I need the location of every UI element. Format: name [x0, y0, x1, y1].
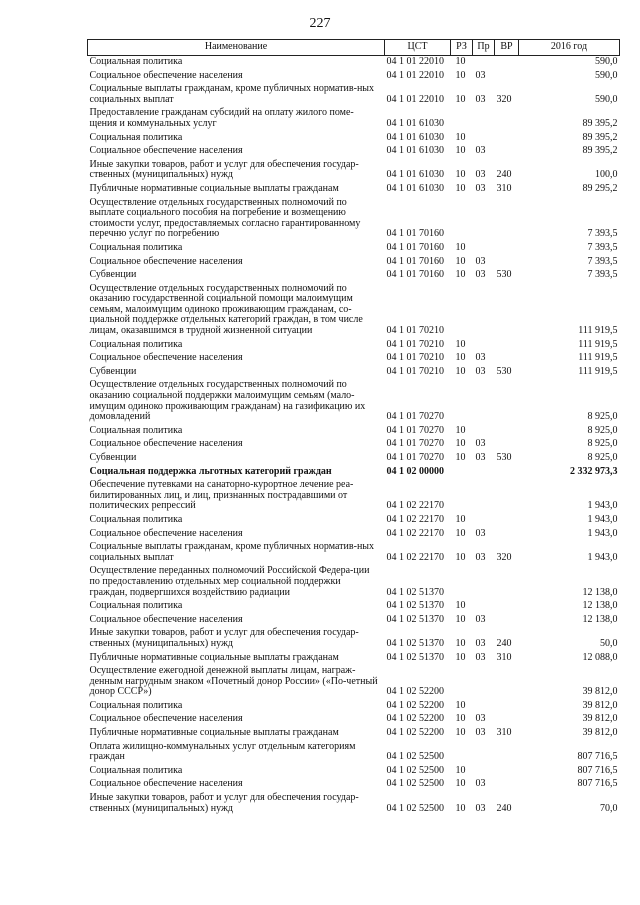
cell-cst: 04 1 01 22010 [386, 69, 444, 81]
cell-name: Субвенции [89, 269, 137, 281]
cell-name: Социальная поддержка льготных категорий граждан [89, 465, 332, 477]
cell-cst: 04 1 02 52500 [386, 802, 444, 814]
cell-cst: 04 1 02 22170 [386, 513, 444, 525]
cell-cst: 04 1 02 51370 [386, 613, 444, 625]
cell-pr: 03 [475, 182, 486, 194]
cell-name: Социальные выплаты гражданам, кроме публичных норматив-ных социальных выплат [89, 541, 375, 563]
cell-vr [495, 197, 519, 242]
cell-vr [495, 466, 519, 480]
budget-table [87, 39, 620, 816]
cell-vr [495, 778, 519, 792]
cell-rz: 10 [455, 255, 466, 267]
cell-rz: 10 [455, 269, 466, 281]
cell-pr: 03 [475, 713, 486, 725]
cell-vr: 310 [496, 182, 512, 194]
table-row [88, 727, 620, 741]
cell-vr [495, 379, 519, 424]
cell-value: 39 812,0 [582, 699, 618, 711]
cell-value: 8 925,0 [587, 452, 618, 463]
cell-cst: 04 1 02 51370 [386, 637, 444, 649]
cell-cst: 04 1 01 70210 [386, 325, 444, 337]
cell-name: Социальное обеспечение населения [89, 613, 243, 625]
cell-rz: 10 [455, 764, 466, 776]
cell-cst: 04 1 01 70210 [386, 365, 444, 377]
cell-name: Обеспечение путевками на санаторно-курортное лечение реа-билитированных лиц, и лиц, признанных пострадавшими от политических репрессий [89, 479, 354, 512]
cell-vr: 240 [496, 637, 512, 649]
table-row [88, 197, 620, 242]
cell-pr: 03 [475, 93, 486, 105]
table-row [88, 600, 620, 614]
cell-cst: 04 1 01 70270 [386, 438, 444, 450]
cell-name: Иные закупки товаров, работ и услуг для обеспечения государ-ственных (муниципальных) нужд [89, 158, 359, 181]
cell-pr: 03 [475, 69, 486, 81]
cell-pr [473, 765, 495, 779]
cell-vr: 320 [496, 93, 512, 105]
table-row [88, 614, 620, 628]
cell-value: 7 393,5 [587, 228, 618, 240]
cell-vr [495, 565, 519, 600]
cell-pr: 03 [475, 527, 486, 539]
cell-rz: 10 [455, 69, 466, 81]
cell-vr [495, 700, 519, 714]
cell-vr [495, 145, 519, 159]
cell-name: Социальная политика [89, 600, 183, 612]
table-row [88, 425, 620, 439]
cell-value: 8 925,0 [587, 424, 618, 436]
cell-cst: 04 1 01 22010 [386, 93, 444, 105]
table-row [88, 183, 620, 197]
cell-cst: 04 1 01 70160 [386, 228, 444, 240]
cell-vr [495, 528, 519, 542]
cell-cst: 04 1 01 70270 [386, 452, 444, 463]
cell-value: 111 919,5 [578, 352, 618, 364]
cell-cst: 04 1 01 61030 [386, 145, 444, 157]
table-row [88, 283, 620, 339]
cell-value: 111 919,5 [578, 365, 618, 377]
cell-pr [473, 379, 495, 424]
cell-pr: 03 [475, 365, 486, 377]
cell-rz: 10 [455, 241, 466, 253]
cell-rz: 10 [455, 452, 466, 463]
cell-vr [495, 339, 519, 353]
cell-value: 2 332 973,3 [570, 465, 618, 477]
cell-vr [495, 70, 519, 84]
cell-name: Социальные выплаты гражданам, кроме публичных норматив-ных социальных выплат [89, 83, 375, 105]
cell-name: Социальное обеспечение населения [89, 255, 243, 267]
cell-name: Социальная политика [89, 56, 183, 67]
cell-value: 89 395,2 [582, 145, 618, 157]
cell-value: 7 393,5 [587, 255, 618, 267]
cell-vr: 320 [496, 551, 512, 563]
cell-rz: 10 [455, 424, 466, 436]
cell-pr: 03 [475, 778, 486, 790]
cell-name: Публичные нормативные социальные выплаты гражданам [89, 182, 339, 194]
cell-vr [495, 132, 519, 146]
cell-rz: 10 [455, 637, 466, 649]
table-row [88, 70, 620, 84]
table-row [88, 565, 620, 600]
cell-name: Социальная политика [89, 424, 183, 436]
cell-name: Социальное обеспечение населения [89, 69, 243, 81]
cell-rz: 10 [455, 182, 466, 194]
table-row [88, 269, 620, 283]
cell-pr: 03 [475, 169, 486, 181]
cell-pr [473, 700, 495, 714]
table-row [88, 83, 620, 107]
table-body [88, 56, 620, 817]
cell-cst: 04 1 01 70210 [386, 352, 444, 364]
table-row [88, 159, 620, 183]
cell-value: 590,0 [595, 69, 618, 81]
cell-cst: 04 1 02 52200 [386, 713, 444, 725]
page-number: 227 [309, 16, 331, 31]
cell-rz: 10 [455, 699, 466, 711]
cell-name: Социальное обеспечение населения [89, 438, 243, 450]
cell-vr [495, 438, 519, 452]
cell-pr [473, 197, 495, 242]
table-row [88, 541, 620, 565]
cell-vr: 310 [496, 651, 512, 663]
cell-cst: 04 1 01 70160 [386, 241, 444, 253]
table-row [88, 438, 620, 452]
header-vr: ВР [495, 40, 519, 56]
cell-value: 807 716,5 [577, 764, 618, 776]
cell-rz: 10 [455, 527, 466, 539]
cell-rz [451, 665, 473, 700]
table-row [88, 652, 620, 666]
cell-vr: 240 [496, 169, 512, 181]
cell-name: Иные закупки товаров, работ и услуг для обеспечения государ-ственных (муниципальных) нужд [89, 627, 359, 649]
table-row [88, 713, 620, 727]
cell-name: Социальная политика [89, 338, 183, 350]
cell-cst: 04 1 02 00000 [386, 465, 444, 477]
cell-pr [473, 425, 495, 439]
cell-rz: 10 [455, 145, 466, 157]
cell-value: 12 138,0 [582, 613, 618, 625]
cell-rz [451, 379, 473, 424]
cell-cst: 04 1 02 52500 [386, 751, 444, 763]
cell-name: Осуществление отдельных государственных полномочий по выплате социального пособия на погребение и возмещению стоимости услуг, предоставляемых согласно гарантированному перечню услуг по погребению [89, 196, 361, 240]
cell-cst: 04 1 02 52500 [386, 778, 444, 790]
table-row [88, 132, 620, 146]
table-row [88, 107, 620, 131]
cell-rz [451, 197, 473, 242]
cell-value: 590,0 [595, 56, 618, 67]
table-row [88, 366, 620, 380]
cell-name: Публичные нормативные социальные выплаты гражданам [89, 727, 339, 739]
cell-cst: 04 1 02 52200 [386, 699, 444, 711]
cell-value: 590,0 [595, 93, 618, 105]
cell-pr: 03 [475, 613, 486, 625]
table-row [88, 145, 620, 159]
cell-value: 111 919,5 [578, 325, 618, 337]
cell-rz: 10 [455, 513, 466, 525]
cell-vr [495, 614, 519, 628]
cell-pr: 03 [475, 651, 486, 663]
cell-value: 8 925,0 [587, 438, 618, 450]
cell-pr: 03 [475, 269, 486, 281]
cell-name: Социальная политика [89, 131, 183, 143]
cell-pr: 03 [475, 255, 486, 267]
cell-cst: 04 1 02 51370 [386, 600, 444, 612]
table-row [88, 792, 620, 816]
cell-rz: 10 [455, 613, 466, 625]
cell-cst: 04 1 01 61030 [386, 117, 444, 129]
table-row [88, 700, 620, 714]
cell-name: Социальная политика [89, 699, 183, 711]
cell-cst: 04 1 02 22170 [386, 551, 444, 563]
cell-cst: 04 1 02 22170 [386, 500, 444, 512]
cell-cst: 04 1 01 22010 [386, 56, 444, 67]
table-row [88, 514, 620, 528]
cell-vr [495, 425, 519, 439]
table-row [88, 665, 620, 700]
cell-rz [451, 741, 473, 765]
table-row [88, 528, 620, 542]
cell-cst: 04 1 01 70210 [386, 338, 444, 350]
table-row [88, 256, 620, 270]
table-row [88, 56, 620, 70]
cell-pr: 03 [475, 452, 486, 463]
cell-rz: 10 [455, 551, 466, 563]
table-row [88, 627, 620, 651]
cell-rz: 10 [455, 131, 466, 143]
cell-vr: 530 [496, 269, 512, 281]
cell-rz [451, 283, 473, 339]
cell-rz [451, 479, 473, 514]
table-row [88, 339, 620, 353]
cell-cst: 04 1 01 61030 [386, 169, 444, 181]
cell-vr: 530 [496, 365, 512, 377]
cell-vr [495, 56, 519, 70]
table-row [88, 466, 620, 480]
cell-vr [495, 352, 519, 366]
cell-pr: 03 [475, 145, 486, 157]
cell-value: 70,0 [600, 802, 618, 814]
cell-pr [473, 466, 495, 480]
cell-cst: 04 1 01 70160 [386, 269, 444, 281]
table-row [88, 778, 620, 792]
cell-name: Социальная политика [89, 241, 183, 253]
cell-rz: 10 [455, 727, 466, 739]
cell-value: 89 395,2 [582, 131, 618, 143]
table-header-row [88, 40, 620, 56]
cell-vr [495, 107, 519, 131]
cell-value: 1 943,0 [587, 527, 618, 539]
cell-value: 39 812,0 [582, 686, 618, 698]
cell-value: 39 812,0 [582, 713, 618, 725]
cell-pr: 03 [475, 802, 486, 814]
cell-value: 12 138,0 [582, 600, 618, 612]
cell-pr [473, 565, 495, 600]
cell-vr [495, 713, 519, 727]
cell-name: Социальное обеспечение населения [89, 352, 243, 364]
cell-value: 807 716,5 [577, 778, 618, 790]
cell-rz: 10 [455, 713, 466, 725]
cell-value: 89 295,2 [582, 182, 618, 194]
cell-rz: 10 [455, 438, 466, 450]
cell-value: 39 812,0 [582, 727, 618, 739]
cell-pr [473, 514, 495, 528]
header-name: Наименование [88, 40, 385, 56]
cell-pr: 03 [475, 637, 486, 649]
cell-vr [495, 665, 519, 700]
cell-name: Социальное обеспечение населения [89, 145, 243, 157]
header-rz: РЗ [451, 40, 473, 56]
header-cst: ЦСТ [385, 40, 451, 56]
cell-cst: 04 1 02 52200 [386, 686, 444, 698]
cell-rz: 10 [455, 778, 466, 790]
cell-cst: 04 1 02 52200 [386, 727, 444, 739]
cell-cst: 04 1 02 22170 [386, 527, 444, 539]
cell-vr [495, 479, 519, 514]
cell-vr [495, 242, 519, 256]
cell-name: Осуществление переданных полномочий Российской Федера-ции по предоставлению отдельных мер социальной поддержки граждан, подвергшихся воздействию радиации [89, 565, 370, 598]
cell-value: 7 393,5 [587, 269, 618, 281]
cell-vr [495, 741, 519, 765]
cell-value: 89 395,2 [582, 117, 618, 129]
table-row [88, 242, 620, 256]
cell-pr: 03 [475, 438, 486, 450]
cell-cst: 04 1 01 70270 [386, 411, 444, 423]
table-row [88, 452, 620, 466]
cell-name: Социальная политика [89, 513, 183, 525]
cell-name: Иные закупки товаров, работ и услуг для обеспечения государ-ственных (муниципальных) нужд [89, 792, 359, 814]
cell-rz: 10 [455, 600, 466, 612]
cell-vr: 240 [496, 802, 512, 814]
cell-rz [451, 107, 473, 131]
cell-name: Субвенции [89, 365, 137, 377]
cell-value: 1 943,0 [587, 551, 618, 563]
cell-pr: 03 [475, 551, 486, 563]
cell-name: Осуществление отдельных государственных полномочий по оказанию государственной социальной помощи малоимущим семьям, малоимущим одиноко проживающим гражданам, со-циальной поддержке отдельных категорий граждан, в том числе лицам, оказавшимся в трудной жизненной ситуации [89, 282, 363, 337]
cell-rz: 10 [455, 338, 466, 350]
cell-cst: 04 1 01 70270 [386, 424, 444, 436]
cell-vr [495, 765, 519, 779]
cell-rz [451, 565, 473, 600]
cell-vr: 530 [496, 452, 512, 463]
cell-name: Социальная политика [89, 764, 183, 776]
cell-rz: 10 [455, 56, 466, 67]
cell-value: 1 943,0 [587, 500, 618, 512]
cell-value: 7 393,5 [587, 241, 618, 253]
cell-rz: 10 [455, 365, 466, 377]
cell-rz: 10 [455, 169, 466, 181]
cell-rz: 10 [455, 802, 466, 814]
cell-pr [473, 741, 495, 765]
header-year: 2016 год [519, 40, 620, 56]
cell-value: 1 943,0 [587, 513, 618, 525]
cell-pr [473, 339, 495, 353]
cell-name: Предоставление гражданам субсидий на оплату жилого поме-щения и коммунальных услуг [89, 107, 354, 129]
cell-pr [473, 132, 495, 146]
cell-pr [473, 600, 495, 614]
cell-rz: 10 [455, 352, 466, 364]
cell-vr [495, 283, 519, 339]
cell-pr [473, 56, 495, 70]
cell-cst: 04 1 01 61030 [386, 131, 444, 143]
cell-vr [495, 514, 519, 528]
cell-value: 111 919,5 [578, 338, 618, 350]
cell-vr: 310 [496, 727, 512, 739]
header-pr: Пр [473, 40, 495, 56]
cell-cst: 04 1 02 51370 [386, 651, 444, 663]
cell-cst: 04 1 01 70160 [386, 255, 444, 267]
cell-value: 12 088,0 [582, 651, 618, 663]
cell-cst: 04 1 01 61030 [386, 182, 444, 194]
cell-pr: 03 [475, 727, 486, 739]
cell-pr [473, 479, 495, 514]
cell-value: 50,0 [600, 637, 618, 649]
cell-pr [473, 283, 495, 339]
cell-vr [495, 600, 519, 614]
cell-cst: 04 1 02 51370 [386, 586, 444, 598]
cell-value: 100,0 [595, 169, 618, 181]
cell-vr [495, 256, 519, 270]
cell-pr: 03 [475, 352, 486, 364]
cell-rz: 10 [455, 651, 466, 663]
cell-rz: 10 [455, 93, 466, 105]
table-row [88, 479, 620, 514]
table-row [88, 741, 620, 765]
cell-name: Субвенции [89, 452, 137, 463]
cell-rz [451, 466, 473, 480]
table-row [88, 352, 620, 366]
cell-pr [473, 242, 495, 256]
cell-name: Социальное обеспечение населения [89, 778, 243, 790]
cell-name: Публичные нормативные социальные выплаты гражданам [89, 651, 339, 663]
cell-name: Социальное обеспечение населения [89, 713, 243, 725]
cell-name: Осуществление ежегодной денежной выплаты лицам, награж-денным нагрудным знаком «Почетный донор России» («По-четный донор СССР») [89, 665, 378, 698]
cell-pr [473, 665, 495, 700]
cell-name: Осуществление отдельных государственных полномочий по оказанию социальной поддержки малоимущим семьям (мало-имущим одиноко проживающим гражданам) на газификацию их домовладений [89, 379, 366, 423]
cell-value: 807 716,5 [577, 751, 618, 763]
cell-name: Оплата жилищно-коммунальных услуг отдельным категориям граждан [89, 740, 356, 763]
cell-name: Социальное обеспечение населения [89, 527, 243, 539]
table-row [88, 765, 620, 779]
cell-value: 8 925,0 [587, 411, 618, 423]
table-row [88, 379, 620, 424]
cell-value: 12 138,0 [582, 586, 618, 598]
cell-pr [473, 107, 495, 131]
cell-cst: 04 1 02 52500 [386, 764, 444, 776]
